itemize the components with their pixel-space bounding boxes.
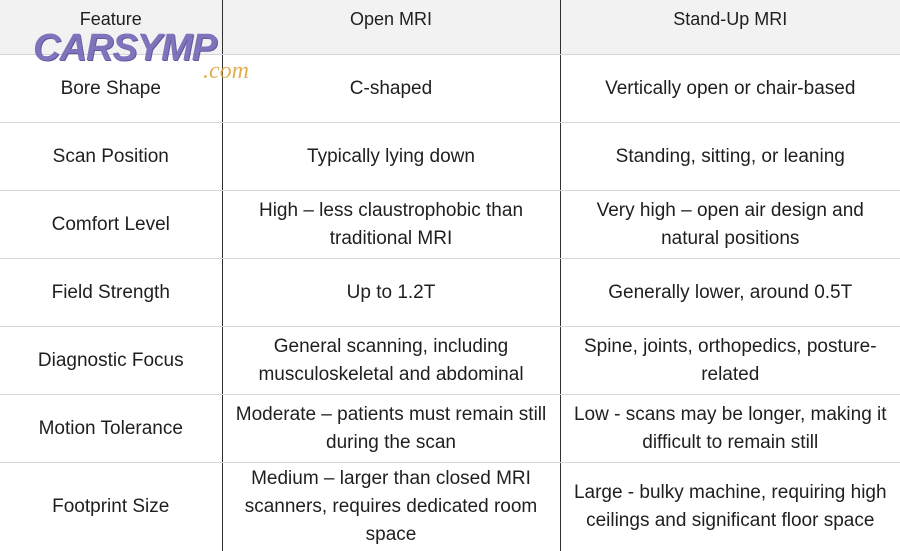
- row-open-mri: Moderate – patients must remain still during the scan: [222, 395, 560, 463]
- row-feature: Bore Shape: [0, 55, 222, 123]
- row-feature: Comfort Level: [0, 191, 222, 259]
- table-row: [0, 463, 900, 551]
- row-open-mri: Medium – larger than closed MRI scanners, requires dedicated room space: [222, 463, 560, 551]
- watermark-brand: CARSYMP: [33, 27, 217, 69]
- header-standup-mri: Stand-Up MRI: [560, 0, 900, 55]
- row-feature: Scan Position: [0, 123, 222, 191]
- row-open-mri: General scanning, including musculoskeletal and abdominal: [222, 327, 560, 395]
- row-standup-mri: Large - bulky machine, requiring high ceilings and significant floor space: [560, 463, 900, 551]
- row-open-mri: High – less claustrophobic than traditional MRI: [222, 191, 560, 259]
- header-open-mri: Open MRI: [222, 0, 560, 55]
- row-feature: Footprint Size: [0, 463, 222, 551]
- table-row: [0, 395, 900, 463]
- row-standup-mri: Spine, joints, orthopedics, posture-related: [560, 327, 900, 395]
- row-standup-mri: Generally lower, around 0.5T: [560, 259, 900, 327]
- row-feature: Diagnostic Focus: [0, 327, 222, 395]
- table-row: [0, 123, 900, 191]
- row-feature: Field Strength: [0, 259, 222, 327]
- row-standup-mri: Very high – open air design and natural positions: [560, 191, 900, 259]
- table-row: [0, 55, 900, 123]
- table-row: [0, 327, 900, 395]
- row-open-mri: C-shaped: [222, 55, 560, 123]
- header-feature: Feature: [0, 0, 222, 55]
- row-open-mri: Up to 1.2T: [222, 259, 560, 327]
- row-standup-mri: Standing, sitting, or leaning: [560, 123, 900, 191]
- table-header-row: [0, 0, 900, 55]
- row-standup-mri: Vertically open or chair-based: [560, 55, 900, 123]
- watermark-domain: .com: [203, 58, 249, 84]
- row-feature: Motion Tolerance: [0, 395, 222, 463]
- table-row: [0, 191, 900, 259]
- table-row: [0, 259, 900, 327]
- row-open-mri: Typically lying down: [222, 123, 560, 191]
- row-standup-mri: Low - scans may be longer, making it difficult to remain still: [560, 395, 900, 463]
